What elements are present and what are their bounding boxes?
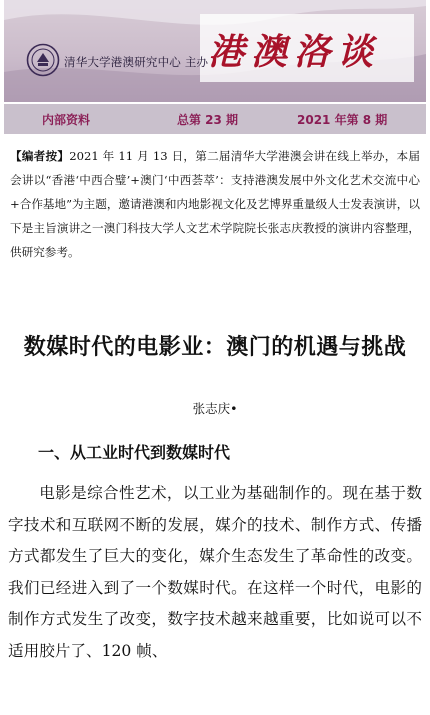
article-body: [8, 478, 422, 667]
organizer-text: 清华大学港澳研究中心 主办: [64, 55, 209, 69]
header-banner: [4, 0, 426, 102]
brand-logo-text: 港澳洛谈: [208, 31, 381, 73]
section-heading: 一、从工业时代到数媒时代: [38, 443, 231, 462]
editor-note: [10, 144, 420, 264]
body-paragraph: 电影是综合性艺术，以工业为基础制作的。现在基于数字技术和互联网不断的发展，媒介的技术、制作方式、传播方式都发生了巨大的变化，媒介生态发生了革命性的改变。我们已经进入到了一个数媒时代。在这样一个时代，电影的制作方式发生了改变，数字技术越来越重要，比如说可以不适用胶片了、120 帧、: [8, 484, 422, 660]
editor-note-text: 2021 年 11 月 13 日，第二届清华大学港澳会讲在线上举办，本届会讲以“香港‘中西合璧’+澳门‘中西荟萃’：支持港澳发展中外文化艺术交流中心+合作基地”为主题，邀请港澳和内地影视文化及艺博界重量级人士发表演讲，以下是主旨演讲之一澳门科技大学人文艺术学院院长张志庆教授的演讲内容整理，供研究参考。: [10, 149, 420, 259]
article-author: 张志庆•: [192, 401, 238, 416]
editor-note-label: 【编者按】: [10, 149, 70, 163]
article-title: 数媒时代的电影业：澳门的机遇与挑战: [23, 335, 407, 360]
issue-year-label: 2021 年第 8 期: [297, 112, 388, 127]
issue-info-strip: [4, 104, 426, 134]
classification-label: 内部资料: [42, 112, 91, 127]
issue-total-label: 总第 23 期: [177, 112, 239, 127]
tsinghua-seal-icon: [26, 43, 60, 77]
